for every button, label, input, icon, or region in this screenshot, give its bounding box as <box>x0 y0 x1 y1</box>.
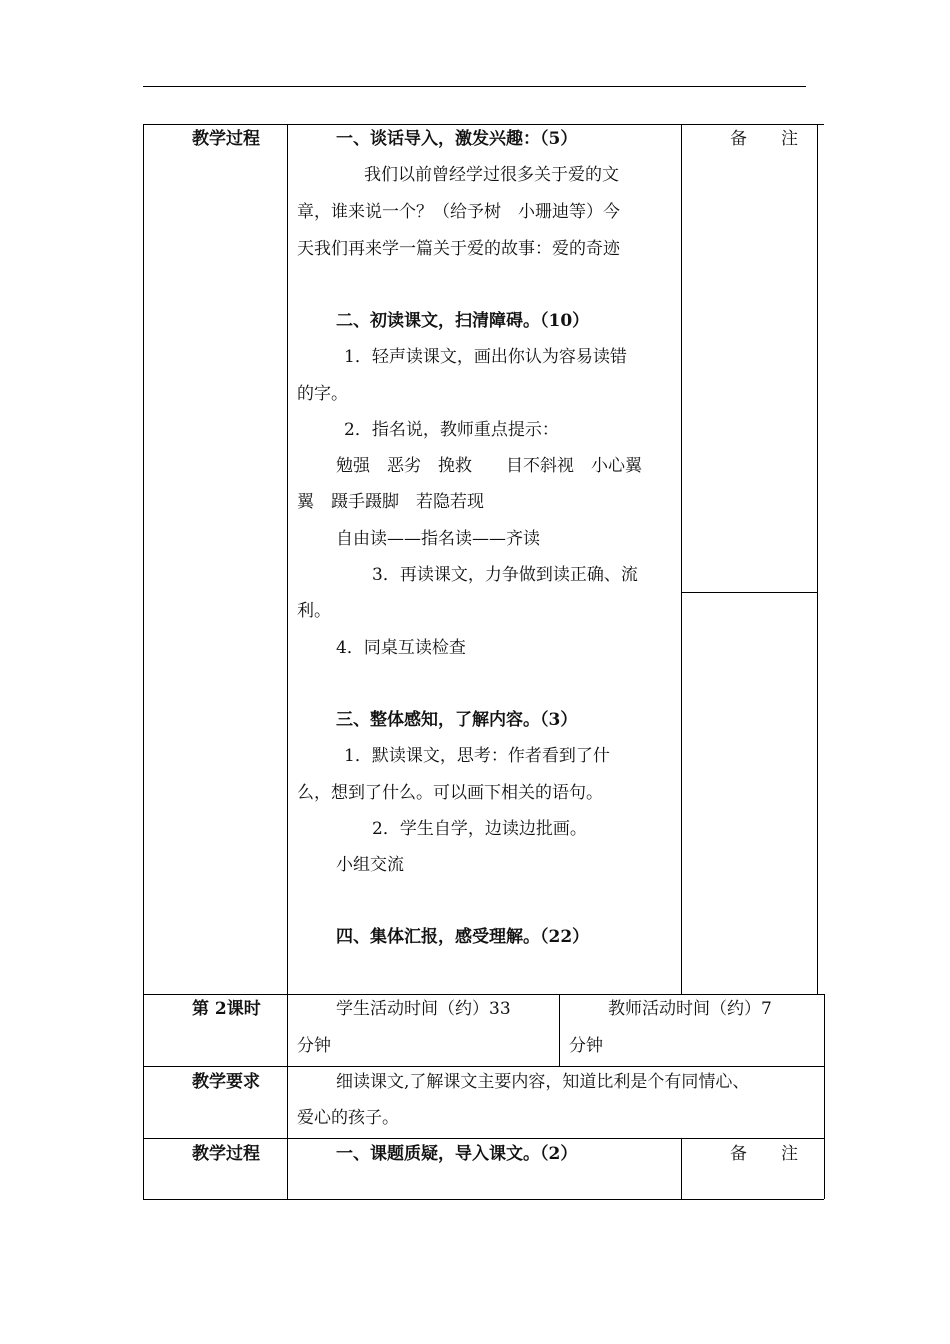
table-border-stub <box>817 124 824 125</box>
teacher-activity-time: 教师活动时间（约）7 <box>608 999 772 1019</box>
step-1-heading: 一、谈话导入，激发兴趣：（5） <box>336 129 578 149</box>
activity-time-divider <box>559 994 560 1066</box>
label-column-divider <box>287 124 288 1199</box>
step-2-text: 利。 <box>297 601 331 621</box>
step-2-text: 4．同桌互读检查 <box>336 638 466 658</box>
step-1-text: 天我们再来学一篇关于爱的故事：爱的奇迹 <box>297 239 620 259</box>
step-2-text: 2．指名说，教师重点提示： <box>344 420 559 440</box>
process-label-2: 教学过程 <box>192 1144 260 1164</box>
remark-divider <box>681 592 817 593</box>
table-border-top <box>143 124 817 125</box>
table-border-right-lower <box>824 994 825 1199</box>
remark-header-2: 备 注 <box>730 1144 798 1164</box>
step-2-text: 1．轻声读课文，画出你认为容易读错 <box>344 347 627 367</box>
row-divider-lesson2 <box>143 994 824 995</box>
remark-column-divider-2 <box>681 1138 682 1199</box>
table-border-right-upper <box>817 124 818 994</box>
step-3-text: 2．学生自学，边读边批画。 <box>372 819 587 839</box>
student-activity-time: 分钟 <box>297 1036 331 1056</box>
step-2-heading: 二、初读课文，扫清障碍。（10） <box>336 311 590 331</box>
process-label: 教学过程 <box>192 129 260 149</box>
step-2-text: 自由读——指名读——齐读 <box>336 529 540 549</box>
table-border-left <box>143 124 144 1199</box>
lesson-2-label: 第 2课时 <box>192 999 261 1019</box>
vocabulary-list: 翼 蹑手蹑脚 若隐若现 <box>297 492 484 512</box>
table-border-bottom <box>143 1199 824 1200</box>
teacher-activity-time: 分钟 <box>569 1036 603 1056</box>
step-3-text: 么，想到了什么。可以画下相关的语句。 <box>297 783 603 803</box>
step-2-text: 的字。 <box>297 384 348 404</box>
requirements-text: 细读课文,了解课文主要内容，知道比利是个有同情心、 <box>336 1072 750 1092</box>
step-1-text: 我们以前曾经学过很多关于爱的文 <box>364 165 619 185</box>
remark-column-divider <box>681 124 682 994</box>
step-1-heading-2: 一、课题质疑，导入课文。（2） <box>336 1144 578 1164</box>
student-activity-time: 学生活动时间（约）33 <box>336 999 511 1019</box>
step-3-text: 1．默读课文，思考：作者看到了什 <box>344 746 610 766</box>
row-divider-process2 <box>143 1138 824 1139</box>
step-2-text: 3．再读课文，力争做到读正确、流 <box>372 565 638 585</box>
step-3-text: 小组交流 <box>336 855 404 875</box>
vocabulary-list: 勉强 恶劣 挽救 目不斜视 小心翼 <box>336 456 642 476</box>
remark-header: 备 注 <box>730 129 798 149</box>
step-4-heading: 四、集体汇报，感受理解。（22） <box>336 927 590 947</box>
requirements-text: 爱心的孩子。 <box>297 1108 399 1128</box>
step-3-heading: 三、整体感知，了解内容。（3） <box>336 710 578 730</box>
step-1-text: 章，谁来说一个？（给予树 小珊迪等）今 <box>297 202 620 222</box>
row-divider-requirements <box>143 1066 824 1067</box>
page-header-rule <box>143 86 806 87</box>
requirements-label: 教学要求 <box>192 1072 260 1092</box>
